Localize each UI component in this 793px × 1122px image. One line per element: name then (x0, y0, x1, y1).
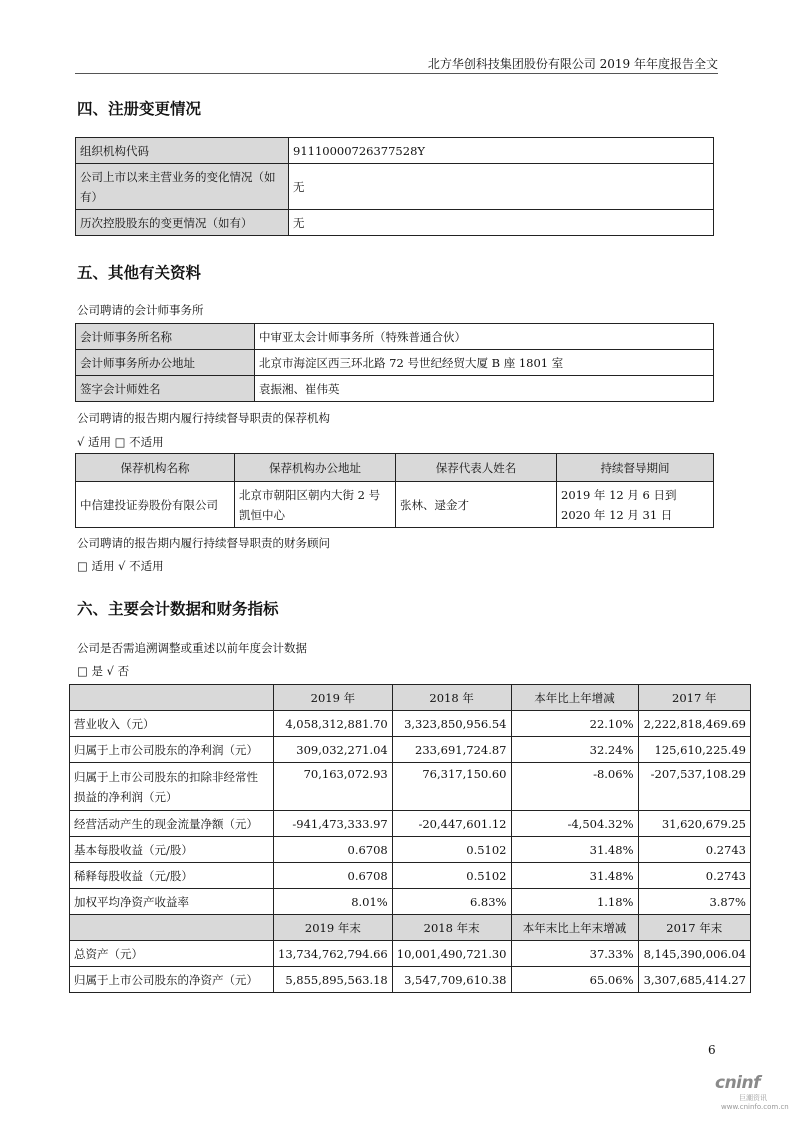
section-title-other-info: 五、其他有关资料 (77, 264, 202, 282)
metric-label: 归属于上市公司股东的净资产（元） (70, 967, 274, 993)
registration-value: 91110000726377528Y (289, 138, 714, 164)
sponsor-address: 北京市朝阳区朝内大街 2 号凯恒中心 (235, 482, 396, 528)
registration-table (75, 137, 714, 236)
table-header-row (70, 915, 751, 941)
cninfo-logo (715, 1073, 789, 1111)
metric-label: 归属于上市公司股东的净利润（元） (70, 737, 274, 763)
column-header: 本年比上年增减 (511, 685, 638, 711)
column-header: 保荐代表人姓名 (396, 454, 557, 482)
metric-change: 1.18% (511, 889, 638, 915)
metric-label: 归属于上市公司股东的扣除非经常性损益的净利润（元） (70, 763, 274, 811)
report-header-title: 北方华创科技集团股份有限公司 2019 年年度报告全文 (427, 57, 718, 71)
metric-label: 经营活动产生的现金流量净额（元） (70, 811, 274, 837)
sponsor-applicability: √ 适用 □ 不适用 (77, 435, 164, 449)
column-header: 保荐机构名称 (76, 454, 235, 482)
table-row (70, 967, 751, 993)
accounting-firm-label: 会计师事务所办公地址 (76, 350, 255, 376)
column-header: 2019 年末 (274, 915, 393, 941)
metric-value: 10,001,490,721.30 (392, 941, 511, 967)
metric-change: 31.48% (511, 863, 638, 889)
metric-change: 22.10% (511, 711, 638, 737)
section-title-registration: 四、注册变更情况 (77, 100, 202, 118)
column-header: 2019 年 (274, 685, 393, 711)
registration-label: 公司上市以来主营业务的变化情况（如有） (76, 164, 289, 210)
metric-change: 32.24% (511, 737, 638, 763)
registration-label: 组织机构代码 (76, 138, 289, 164)
page-number: 6 (708, 1043, 716, 1057)
accounting-firm-label: 签字会计师姓名 (76, 376, 255, 402)
column-header: 保荐机构办公地址 (235, 454, 396, 482)
metric-value: 3.87% (638, 889, 751, 915)
table-row (76, 164, 714, 210)
metric-value: 13,734,762,794.66 (274, 941, 393, 967)
accounting-firm-value: 袁振湘、崔伟英 (255, 376, 714, 402)
table-row (76, 350, 714, 376)
metric-label: 稀释每股收益（元/股） (70, 863, 274, 889)
metric-label: 基本每股收益（元/股） (70, 837, 274, 863)
table-row (76, 376, 714, 402)
column-header: 2017 年 (638, 685, 751, 711)
metric-value: 3,307,685,414.27 (638, 967, 751, 993)
metric-value: 0.6708 (274, 837, 393, 863)
table-row (70, 889, 751, 915)
advisor-intro: 公司聘请的报告期内履行持续督导职责的财务顾问 (77, 536, 330, 550)
table-header-row (76, 454, 714, 482)
column-header: 本年末比上年末增减 (511, 915, 638, 941)
metric-value: 70,163,072.93 (274, 763, 393, 811)
metric-value: 2,222,818,469.69 (638, 711, 751, 737)
metric-value: 3,547,709,610.38 (392, 967, 511, 993)
sponsor-table (75, 453, 714, 528)
column-header: 2018 年 (392, 685, 511, 711)
metric-value: 0.6708 (274, 863, 393, 889)
metric-value: -207,537,108.29 (638, 763, 751, 811)
accounting-firm-intro: 公司聘请的会计师事务所 (77, 303, 204, 317)
registration-value: 无 (289, 210, 714, 236)
logo-url-text: www.cninfo.com.cn (721, 1103, 789, 1111)
column-header (70, 915, 274, 941)
logo-cn-text: 巨潮资讯 (739, 1094, 767, 1102)
sponsor-representatives: 张林、逯金才 (396, 482, 557, 528)
financial-table (69, 684, 751, 993)
advisor-applicability: □ 适用 √ 不适用 (77, 559, 164, 573)
table-row (70, 811, 751, 837)
table-row (70, 837, 751, 863)
metric-label: 营业收入（元） (70, 711, 274, 737)
table-row (70, 737, 751, 763)
metric-change: -8.06% (511, 763, 638, 811)
metric-change: 65.06% (511, 967, 638, 993)
registration-value: 无 (289, 164, 714, 210)
metric-value: 0.2743 (638, 837, 751, 863)
metric-value: 309,032,271.04 (274, 737, 393, 763)
metric-value: 125,610,225.49 (638, 737, 751, 763)
table-row (70, 941, 751, 967)
metric-value: 0.5102 (392, 837, 511, 863)
metric-value: -20,447,601.12 (392, 811, 511, 837)
metric-value: 233,691,724.87 (392, 737, 511, 763)
metric-value: 8,145,390,006.04 (638, 941, 751, 967)
metric-value: 31,620,679.25 (638, 811, 751, 837)
table-row (76, 210, 714, 236)
column-header: 2017 年末 (638, 915, 751, 941)
sponsor-name: 中信建投证券股份有限公司 (76, 482, 235, 528)
metric-change: 31.48% (511, 837, 638, 863)
sponsor-intro: 公司聘请的报告期内履行持续督导职责的保荐机构 (77, 411, 330, 425)
metric-value: 8.01% (274, 889, 393, 915)
table-row (76, 482, 714, 528)
column-header (70, 685, 274, 711)
metric-value: 0.5102 (392, 863, 511, 889)
restatement-answer: □ 是 √ 否 (77, 664, 130, 678)
accounting-firm-label: 会计师事务所名称 (76, 324, 255, 350)
column-header: 持续督导期间 (557, 454, 714, 482)
accounting-firm-value: 北京市海淀区西三环北路 72 号世纪经贸大厦 B 座 1801 室 (255, 350, 714, 376)
registration-label: 历次控股股东的变更情况（如有） (76, 210, 289, 236)
metric-label: 加权平均净资产收益率 (70, 889, 274, 915)
metric-value: 3,323,850,956.54 (392, 711, 511, 737)
table-row (70, 711, 751, 737)
logo-text: cninf (715, 1073, 761, 1093)
accounting-firm-table (75, 323, 714, 402)
metric-value: 0.2743 (638, 863, 751, 889)
table-row (76, 324, 714, 350)
metric-change: 37.33% (511, 941, 638, 967)
metric-value: 6.83% (392, 889, 511, 915)
metric-label: 总资产（元） (70, 941, 274, 967)
header-divider (75, 73, 718, 74)
table-header-row (70, 685, 751, 711)
metric-change: -4,504.32% (511, 811, 638, 837)
restatement-question: 公司是否需追溯调整或重述以前年度会计数据 (77, 641, 307, 655)
table-row (70, 863, 751, 889)
table-row (70, 763, 751, 811)
table-row (76, 138, 714, 164)
metric-value: 76,317,150.60 (392, 763, 511, 811)
section-title-financial: 六、主要会计数据和财务指标 (77, 600, 279, 618)
sponsor-period: 2019 年 12 月 6 日到 2020 年 12 月 31 日 (557, 482, 714, 528)
metric-value: 5,855,895,563.18 (274, 967, 393, 993)
metric-value: 4,058,312,881.70 (274, 711, 393, 737)
accounting-firm-value: 中审亚太会计师事务所（特殊普通合伙） (255, 324, 714, 350)
column-header: 2018 年末 (392, 915, 511, 941)
metric-value: -941,473,333.97 (274, 811, 393, 837)
